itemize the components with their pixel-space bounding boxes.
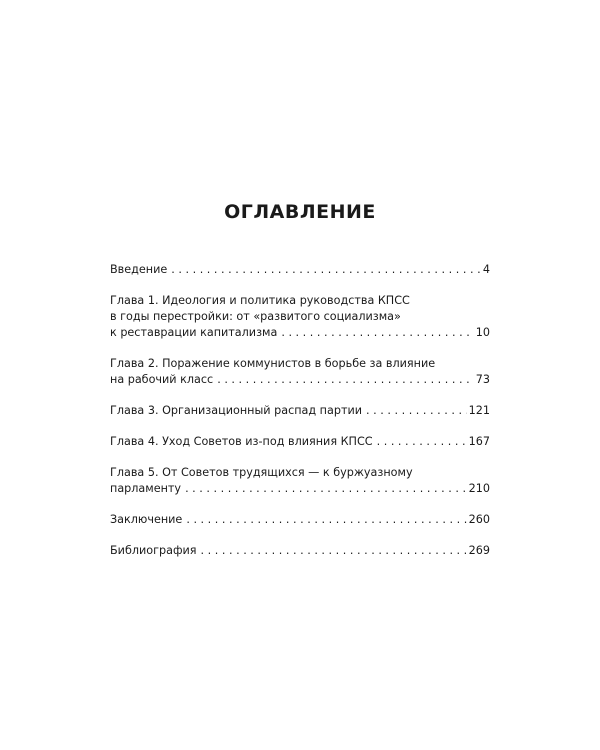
toc-entry-title: Глава 4. Уход Советов из-под влияния КПСС — [110, 435, 373, 448]
leader-dots — [366, 403, 467, 419]
toc-entry-title: Библиография — [110, 544, 197, 557]
toc-page-number: 210 — [468, 482, 490, 495]
toc-entry-title: парламенту — [110, 482, 182, 495]
toc-entry-chapter-2[interactable] — [110, 356, 490, 388]
toc-leader-line — [110, 262, 490, 278]
toc-entry-chapter-4[interactable] — [110, 434, 490, 450]
toc-page-number: 4 — [482, 263, 490, 276]
toc-entry-title: Глава 3. Организационный распад партии — [110, 404, 363, 417]
leader-dots — [171, 262, 481, 278]
toc-page-number: 121 — [468, 404, 490, 417]
toc-leader-line — [110, 403, 490, 419]
toc-entry-chapter-3[interactable] — [110, 403, 490, 419]
toc-entry-title-line: в годы перестройки: от «развитого социализма» — [110, 310, 401, 323]
leader-dots — [186, 512, 466, 528]
toc-leader-line — [110, 481, 490, 497]
toc-leader-line — [110, 325, 490, 341]
leader-dots — [217, 372, 474, 388]
toc-entry-title: на рабочий класс — [110, 373, 214, 386]
toc-leader-line — [110, 512, 490, 528]
toc-entry-title-line: Глава 2. Поражение коммунистов в борьбе за влияние — [110, 357, 436, 370]
leader-dots — [281, 325, 473, 341]
toc-page-number: 269 — [468, 544, 490, 557]
toc-page-number: 73 — [475, 373, 490, 386]
toc-entry-chapter-5[interactable] — [110, 465, 490, 497]
toc-entry-title: Заключение — [110, 513, 183, 526]
toc-leader-line — [110, 372, 490, 388]
toc-entry-bibliography[interactable] — [110, 543, 490, 559]
toc-leader-line — [110, 434, 490, 450]
toc-entry-title: к реставрации капитализма — [110, 326, 278, 339]
toc-page-number: 260 — [468, 513, 490, 526]
page-title: ОГЛАВЛЕНИЕ — [224, 201, 376, 223]
toc-leader-line — [110, 543, 490, 559]
toc-entry-chapter-1[interactable] — [110, 293, 490, 341]
toc-entry-conclusion[interactable] — [110, 512, 490, 528]
toc-page-number: 167 — [468, 435, 490, 448]
toc-entry-title-line: Глава 1. Идеология и политика руководства КПСС — [110, 294, 410, 307]
toc-page-number: 10 — [475, 326, 490, 339]
toc-entry-title-line: Глава 5. От Советов трудящихся — к буржуазному — [110, 466, 413, 479]
toc-entry-introduction[interactable] — [110, 262, 490, 278]
toc-entry-title: Введение — [110, 263, 168, 276]
leader-dots — [377, 434, 467, 450]
leader-dots — [185, 481, 467, 497]
table-of-contents — [110, 262, 490, 574]
leader-dots — [201, 543, 467, 559]
